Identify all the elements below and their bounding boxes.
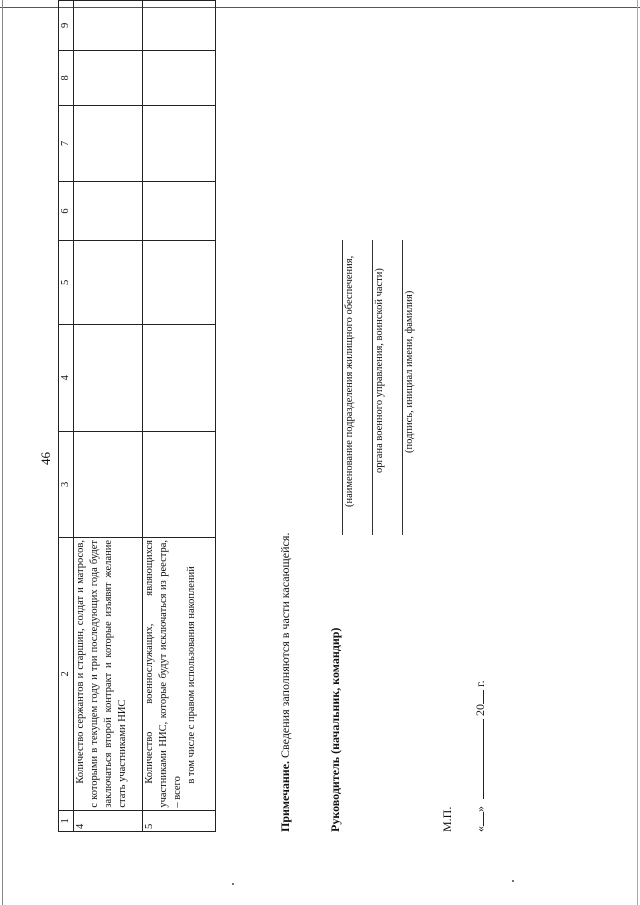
column-header: 6 xyxy=(59,182,74,241)
signature-caption-3: (подпись, инициал имени, фамилия) xyxy=(404,290,415,453)
month-blank[interactable] xyxy=(472,719,484,799)
signature-line-1[interactable] xyxy=(342,240,343,535)
note-text: Сведения заполняются в части касающейся. xyxy=(278,532,292,758)
table-cell[interactable] xyxy=(143,50,216,105)
signature-caption-1: (наименование подразделения жилищного обеспечения, xyxy=(344,255,355,507)
table-cell[interactable] xyxy=(143,182,216,241)
row-subtext: в том числе с правом использования накоплений xyxy=(186,566,197,784)
year-prefix: 20 xyxy=(473,704,487,716)
signature-caption-2: органа военного управления, воинской части) xyxy=(374,268,385,473)
note-label: Примечание. xyxy=(278,760,292,832)
table-row xyxy=(74,1,143,832)
row-number: 5 xyxy=(143,810,216,831)
table-cell[interactable] xyxy=(74,50,143,105)
table-cell[interactable] xyxy=(74,324,143,431)
signature-line-3[interactable] xyxy=(402,240,403,535)
table-cell[interactable] xyxy=(74,431,143,537)
column-header: 9 xyxy=(59,1,74,51)
column-header: 8 xyxy=(59,50,74,105)
table-cell[interactable] xyxy=(74,105,143,181)
table-cell[interactable] xyxy=(143,431,216,537)
stamp-place: М.П. xyxy=(440,806,454,832)
data-table xyxy=(58,0,216,832)
column-header: 1 xyxy=(59,810,74,831)
note xyxy=(278,533,293,832)
date-line: «» 20 г. xyxy=(473,680,487,832)
page-number: 46 xyxy=(38,452,53,465)
table-cell[interactable] xyxy=(74,241,143,325)
row-description: Количество военнослужащих, являющихся участниками НИС, которые будут исключаться из реестра, – всего в том числе с правом использования накоплений xyxy=(143,537,216,810)
day-blank[interactable] xyxy=(472,812,484,826)
table-cell[interactable] xyxy=(143,1,216,51)
signature-label: Руководитель (начальник, командир) xyxy=(328,627,342,832)
row-description: Количество сержантов и старшин, солдат и матросов, с которыми в текущем году и три последующих года будет заключаться второй контракт и которые изъявят желание стать участниками НИС xyxy=(74,537,143,810)
column-header: 4 xyxy=(59,324,74,431)
year-blank[interactable] xyxy=(472,690,484,704)
column-header: 7 xyxy=(59,105,74,181)
table-cell[interactable] xyxy=(74,1,143,51)
table-header-row xyxy=(59,1,74,832)
column-header: 5 xyxy=(59,241,74,325)
column-header: 3 xyxy=(59,431,74,537)
table-cell[interactable] xyxy=(143,241,216,325)
signature-line-2[interactable] xyxy=(372,240,373,535)
column-header: 2 xyxy=(59,537,74,810)
table-cell[interactable] xyxy=(143,105,216,181)
table-cell[interactable] xyxy=(143,324,216,431)
row-number: 4 xyxy=(74,810,143,831)
year-suffix: г. xyxy=(473,680,487,687)
table-cell[interactable] xyxy=(74,182,143,241)
table-row xyxy=(143,1,216,832)
